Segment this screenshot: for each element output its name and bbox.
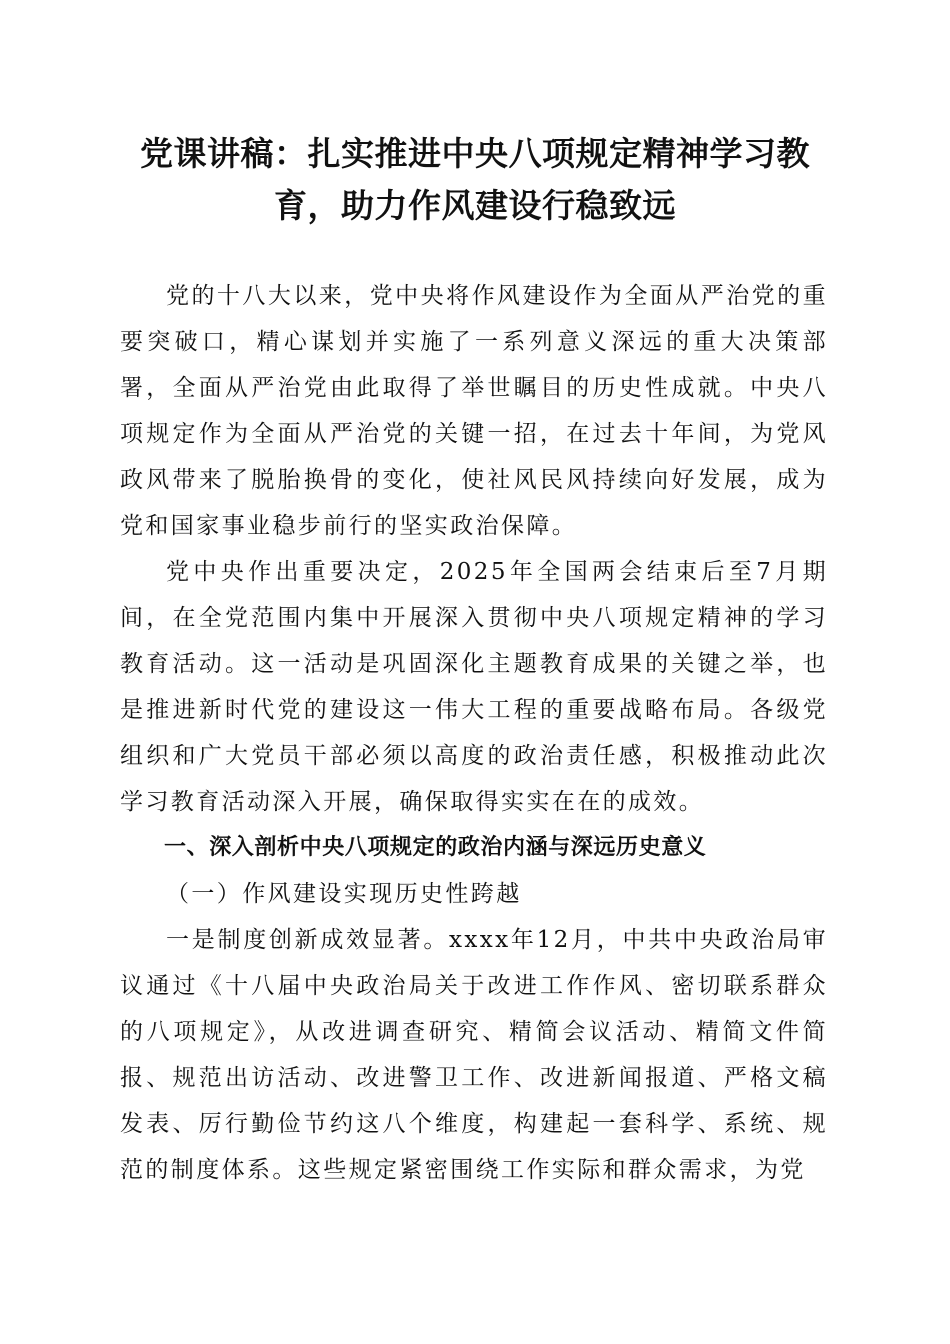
document-body [120, 273, 828, 1193]
section-heading-1: 一、深入剖析中央八项规定的政治内涵与深远历史意义 [164, 835, 707, 860]
subsection-heading-1: （一）作风建设实现历史性跨越 [166, 881, 522, 907]
subsection-paragraph-1: 一是制度创新成效显著。xxxx年12月，中共中央政治局审议通过《十八届中央政治局关于改进工作作风、密切联系群众的八项规定》，从改进调查研究、精简会议活动、精简文件简报、规范出访活动、改进警卫工作、改进新闻报道、严格文稿发表、厉行勤俭节约这八个维度，构建起一套科学、系统、规范的制度体系。这些规定紧密围绕工作实际和群众需求，为党 [120, 927, 828, 1183]
intro-paragraph-2: 党中央作出重要决定，2025年全国两会结束后至7月期间，在全党范围内集中开展深入贯彻中央八项规定精神的学习教育活动。这一活动是巩固深化主题教育成果的关键之举，也是推进新时代党的建设这一伟大工程的重要战略布局。各级党组织和广大党员干部必须以高度的政治责任感，积极推动此次学习教育活动深入开展，确保取得实实在在的成效。 [120, 559, 828, 815]
intro-paragraph-1: 党的十八大以来，党中央将作风建设作为全面从严治党的重要突破口，精心谋划并实施了一系列意义深远的重大决策部署，全面从严治党由此取得了举世瞩目的历史性成就。中央八项规定作为全面从严治党的关键一招，在过去十年间，为党风政风带来了脱胎换骨的变化，使社风民风持续向好发展，成为党和国家事业稳步前行的坚实政治保障。 [120, 283, 828, 539]
document-title: 党课讲稿：扎实推进中央八项规定精神学习教育，助力作风建设行稳致远 [140, 134, 810, 225]
